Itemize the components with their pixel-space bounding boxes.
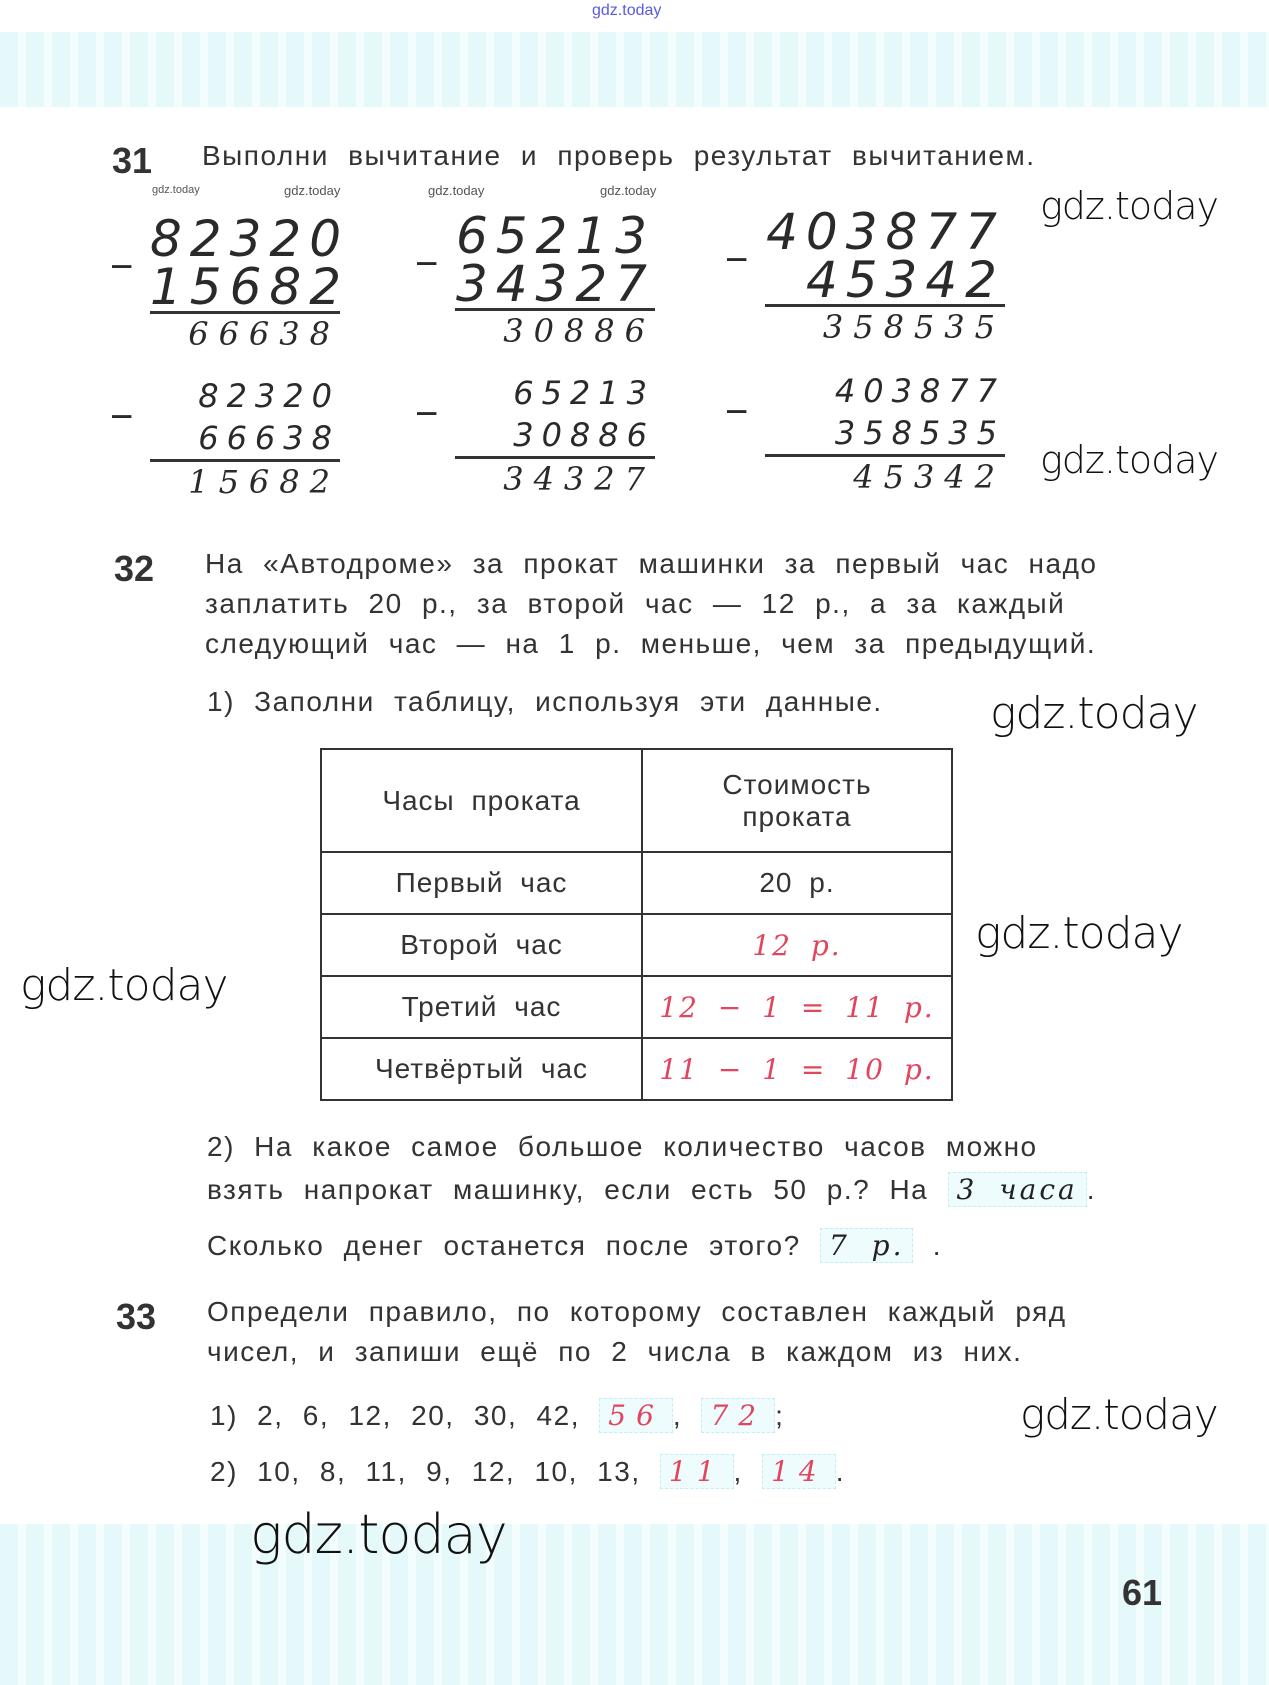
task-32-sub1: 1) Заполни таблицу, используя эти данные. bbox=[207, 686, 883, 717]
watermark: gdz.today bbox=[1020, 1390, 1218, 1439]
answer-money: 7 р. bbox=[820, 1228, 914, 1263]
row-cost-answer: 11 − 1 = 10 р. bbox=[642, 1038, 952, 1100]
task-31-number: 31 bbox=[112, 140, 153, 181]
table-row bbox=[321, 1038, 952, 1100]
decorative-band-top bbox=[0, 32, 1269, 107]
watermark: gdz.today bbox=[250, 1503, 507, 1566]
task-33-number: 33 bbox=[116, 1296, 157, 1337]
row-hour: Второй час bbox=[321, 914, 642, 976]
table-header-row bbox=[321, 749, 952, 852]
row-cost: 20 р. bbox=[642, 852, 952, 914]
answer-hours: 3 часа bbox=[948, 1172, 1087, 1207]
task-33-line: Определи правило, по которому составлен каждый ряд bbox=[207, 1296, 1067, 1327]
task-32-line: следующий час — на 1 р. меньше, чем за предыдущий. bbox=[205, 628, 1097, 659]
watermark: gdz.today bbox=[1040, 438, 1218, 482]
answer-row2-1: 11 bbox=[660, 1454, 734, 1489]
subtraction-2: − 65213 34327 30886 bbox=[415, 207, 655, 350]
page-number: 61 bbox=[1122, 1572, 1163, 1613]
watermark: gdz.today bbox=[975, 908, 1183, 959]
task-32-sub2-line2: взять напрокат машинку, если есть 50 р.? На 3 часа . bbox=[207, 1173, 1097, 1206]
watermark: gdz.today bbox=[284, 183, 341, 198]
watermark: gdz.today bbox=[152, 184, 200, 196]
task-32-sub2-line3: Сколько денег останется после этого? 7 р. . bbox=[207, 1229, 943, 1262]
row-cost-answer: 12 р. bbox=[642, 914, 952, 976]
table-row bbox=[321, 976, 952, 1038]
top-watermark: gdz.today bbox=[592, 2, 662, 19]
task-33-row1: 1) 2, 6, 12, 20, 30, 42, 56 , 72 ; bbox=[210, 1399, 785, 1432]
watermark: gdz.today bbox=[600, 183, 657, 198]
task-33-line: чисел, и запиши ещё по 2 числа в каждом из них. bbox=[207, 1336, 1023, 1367]
table-row bbox=[321, 852, 952, 914]
check-2: − 65213 30886 34327 bbox=[415, 374, 655, 498]
watermark: gdz.today bbox=[990, 688, 1198, 739]
task-33-row2: 2) 10, 8, 11, 9, 12, 10, 13, 11 , 14 . bbox=[210, 1455, 846, 1488]
watermark: gdz.today bbox=[428, 183, 485, 198]
rental-table bbox=[320, 748, 953, 1101]
row-hour: Первый час bbox=[321, 852, 642, 914]
header-hours: Часы проката bbox=[321, 749, 642, 852]
answer-row1-1: 56 bbox=[599, 1398, 673, 1433]
header-cost: Стоимость проката bbox=[642, 749, 952, 852]
check-1: − 82320 66638 15682 bbox=[110, 377, 340, 501]
row-hour: Третий час bbox=[321, 976, 642, 1038]
task-31-text: Выполни вычитание и проверь результат вычитанием. bbox=[202, 140, 1036, 171]
task-32-line: На «Автодроме» за прокат машинки за первый час надо bbox=[205, 548, 1098, 579]
check-3: − 403877 358535 45342 bbox=[725, 372, 1005, 496]
row-cost-answer: 12 − 1 = 11 р. bbox=[642, 976, 952, 1038]
decorative-band-bottom bbox=[0, 1524, 1269, 1685]
task-32-number: 32 bbox=[114, 548, 155, 589]
row-hour: Четвёртый час bbox=[321, 1038, 642, 1100]
subtraction-3: − 403877 45342 358535 bbox=[725, 203, 1005, 346]
answer-row1-2: 72 bbox=[701, 1398, 775, 1433]
subtraction-1: − 82320 15682 66638 bbox=[110, 210, 350, 353]
table-row bbox=[321, 914, 952, 976]
task-32-sub2-line1: 2) На какое самое большое количество часов можно bbox=[207, 1131, 1038, 1162]
task-32-line: заплатить 20 р., за второй час — 12 р., а за каждый bbox=[205, 588, 1066, 619]
watermark: gdz.today bbox=[1040, 184, 1218, 228]
answer-row2-2: 14 bbox=[762, 1454, 836, 1489]
watermark: gdz.today bbox=[20, 960, 228, 1011]
